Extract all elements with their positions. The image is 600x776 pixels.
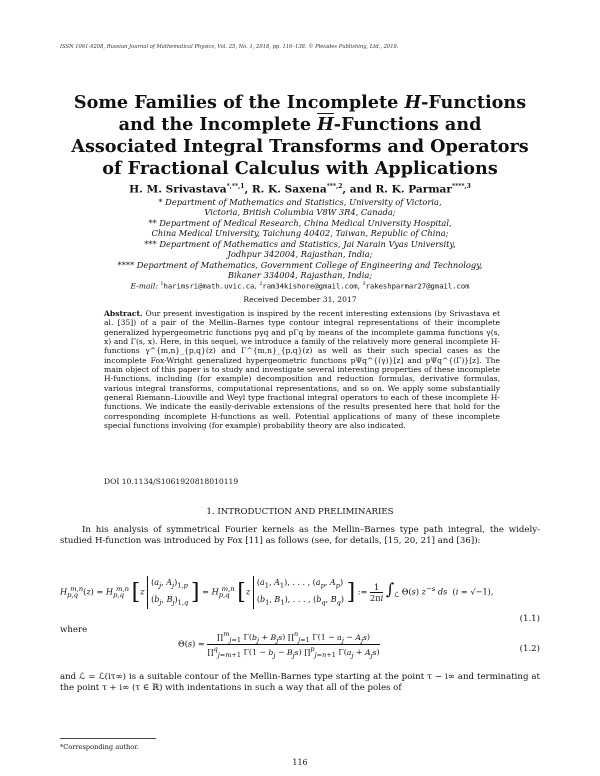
- affiliation-1: * Department of Mathematics and Statistics, University of Victoria, Victoria, British Columbia V8W 3R4, Canada;: [158, 197, 442, 218]
- affiliation-2: ** Department of Medical Research, China Medical University Hospital, China Medical University, Taichung 40402, Taiwan, Republic of China;: [148, 218, 452, 239]
- intro-paragraph: In his analysis of symmetrical Fourier kernels as the Mellin–Barnes type path integral, the widely-studied H-function was introduced by Fox [11] as follows (see, for details, [15, 20, 21] and [36]):: [60, 525, 540, 546]
- equation-1-2: Θ(s) = $\frac{\prod^m_{j=1} \Gamma(b_j + B_js) \prod^n_{j=1} \Gamma(1 - a_j - A_js)}{\prod^q_{j=m+1} \Gamma(1 - b_j - B_js) \prod^p_{j=n+1} \Gamma(a_j + A_js)}$: [178, 630, 380, 660]
- paper-title: [60, 92, 540, 180]
- email-2[interactable]: ram34kishore@gmail.com: [262, 281, 358, 291]
- contour-paragraph: and ℒ = ℒ(iτ∞) is a suitable contour of the Mellin-Barnes type starting at the point τ − i∞ and terminating at the point τ + i∞ (τ ∈ ℝ) with indentations in such a way that all of the poles of: [60, 672, 540, 693]
- email-1[interactable]: harimsri@math.uvic.ca: [163, 281, 255, 291]
- affiliation-3: *** Department of Mathematics and Statistics, Jai Narain Vyas University, Jodhpur 342004, Rajasthan, India;: [144, 239, 456, 260]
- affiliation-4: **** Department of Mathematics, Government College of Engineering and Technology, Bikaner 334004, Rajasthan, India;: [117, 260, 483, 281]
- page-number: 116: [292, 758, 308, 767]
- abstract-label: Abstract.: [104, 309, 143, 318]
- title-line-3: Associated Integral Transforms and Operators: [71, 136, 529, 157]
- equation-1-2-number: (1.2): [519, 644, 540, 654]
- doi: DOI 10.1134/S1061920818010119: [104, 477, 239, 486]
- journal-header: ISSN 1061-9208, Russian Journal of Mathematical Physics, Vol. 25, No. 1, 2018, pp. 116–138. © Pleiades Publishing, Ltd., 2018.: [60, 44, 399, 50]
- title-line-2: and the Incomplete $\overline{H}$-Functions and: [118, 114, 482, 135]
- abstract-text: Our present investigation is inspired by the recent interesting extensions (by Srivastava et al. [35]) of a pair of the Mellin–Barnes type contour integral representations of their incomplete generalized hypergeometric functions pγq and pΓq by means of the incomplete gamma functions γ(s, x) and Γ(s, x). Here, in this sequel, we introduce a family of the relatively more general incomplete H-functions γ^{m,n}_{p,q}(z) and Γ^{m,n}_{p,q}(z) as well as their such special cases as the incomplete Fox-Wright generalized hypergeometric functions pΨq^{(γ)}[z] and pΨq^{(Γ)}[z]. The main object of this paper is to study and investigate several interesting properties of these incomplete H-functions, including (for example) decomposition and reduction formulas, derivative formulas, various integral transforms, computational representations, and so on. We apply some substantially general Riemann–Liouville and Weyl type fractional integral operators to each of these incomplete H-functions. We indicate the easily-derivable extensions of the results presented here that hold for the corresponding incomplete H-functions as well. Potential applications of many of these incomplete special functions involving (for example) probability theory are also indicated.: [104, 309, 501, 431]
- email-line: E-mail: $^1$harimsri@math.uvic.ca, $^2$ram34kishore@gmail.com, $^3$rakeshparmar27@gmail.com: [130, 281, 470, 291]
- equation-1-1-number: (1.1): [519, 614, 540, 624]
- footnote: *Corresponding author.: [60, 743, 139, 751]
- section-heading: 1. INTRODUCTION AND PRELIMINARIES: [206, 507, 394, 517]
- authors: H. M. Srivastava$^{*,**,1}$, R. K. Saxena$^{***,2}$, and R. K. Parmar$^{****,3}$: [129, 183, 471, 196]
- abstract: [104, 309, 500, 430]
- title-line-4: of Fractional Calculus with Applications: [102, 158, 498, 179]
- title-line-1: Some Families of the Incomplete H-Functions: [73, 92, 527, 113]
- footnote-rule: [60, 738, 156, 739]
- email-3[interactable]: rakeshparmar27@gmail.com: [365, 281, 470, 291]
- where-label: where: [60, 625, 88, 635]
- equation-1-1: $H_{p,q}^{m,n}(z) = H_{p,q}^{m,n}$ [z ($a_j$, $A_j)_{1,p}$ ($b_j$, $B_j)_{1,q}$ ] = $H_{p,q}^{m,n}$ [z ($a_1$, $A_1$), . . . , ($a_p$, $A_p$) ($b_1$, $B_1$), . . . , ($b_q$, $B_q$) ] := $\frac{1}{2\pi i}$ $\int_ℒ$ Θ(s) $z^{-s}$ ds (i = √−1),: [60, 576, 493, 609]
- received-date: Received December 31, 2017: [243, 295, 357, 304]
